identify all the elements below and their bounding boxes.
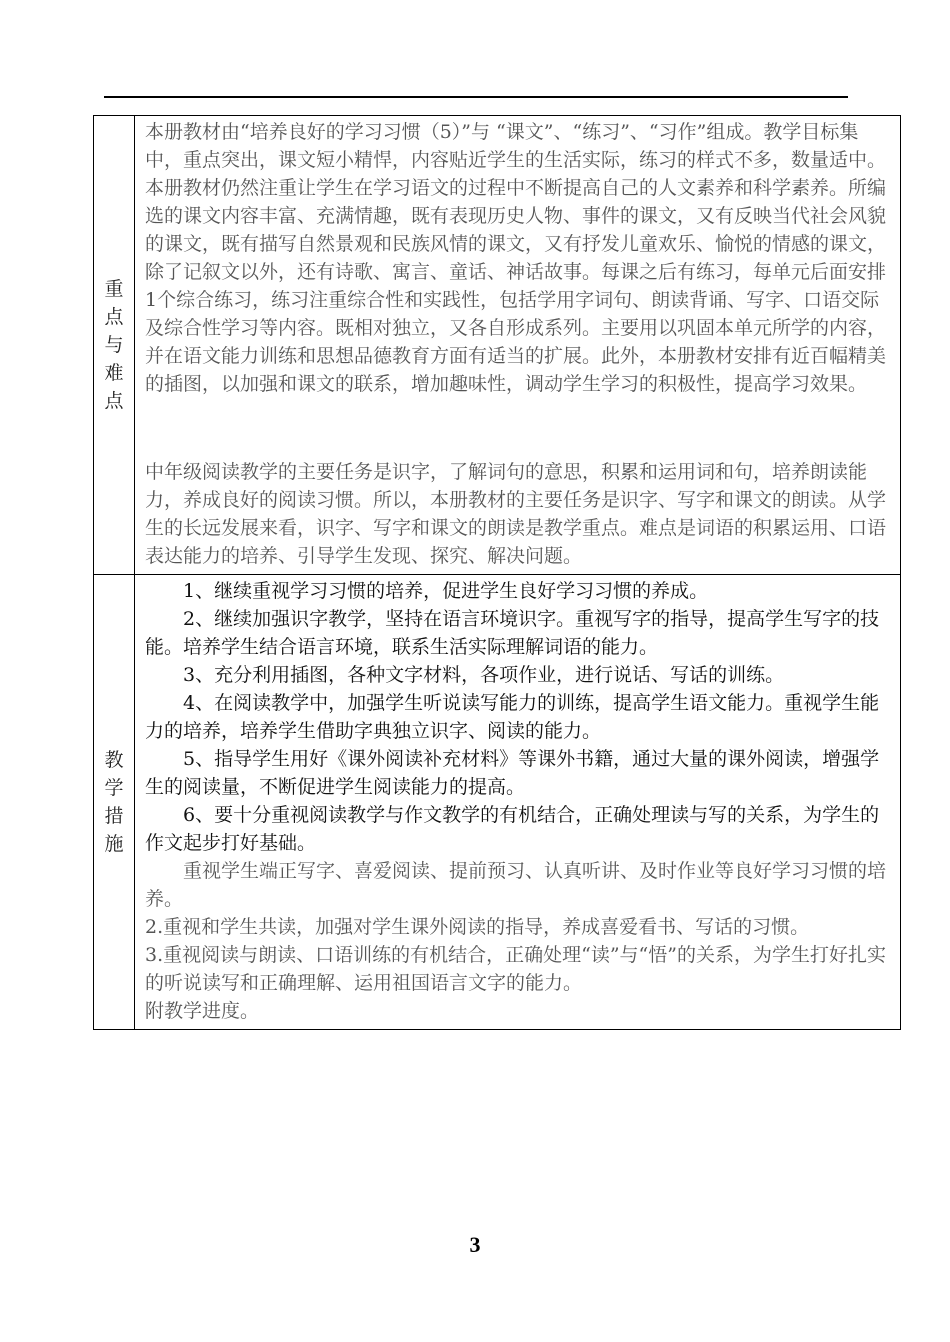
plan-table	[93, 115, 901, 1030]
row-label-key-points: 重 点 与 难 点	[104, 278, 124, 412]
measure-item: 5、指导学生用好《课外阅读补充材料》等课外书籍，通过大量的课外阅读，增强学生的阅读量，不断促进学生阅读能力的提高。	[145, 748, 880, 798]
co-reading-note: 2.重视和学生共读，加强对学生课外阅读的指导，养成喜爱看书、写话的习惯。	[145, 916, 810, 938]
measure-item: 3、充分利用插图，各种文字材料，各项作业，进行说话、写话的训练。	[183, 664, 785, 686]
row-label-measures: 教 学 措 施	[104, 749, 124, 855]
schedule-note: 附教学进度。	[145, 1000, 260, 1022]
reading-speaking-note: 3.重视阅读与朗读、口语训练的有机结合，正确处理“读”与“悟”的关系，为学生打好扎实的听说读写和正确理解、运用祖国语言文字的能力。	[145, 944, 886, 994]
measure-item: 1、继续重视学习习惯的培养，促进学生良好学习习惯的养成。	[183, 580, 709, 602]
reading-focus-paragraph: 中年级阅读教学的主要任务是识字，了解词句的意思，积累和运用词和句，培养朗读能力，养成良好的阅读习惯。所以，本册教材的主要任务是识字、写字和课文的朗读。从学生的长远发展来看，识字、写字和课文的朗读是教学重点。难点是词语的积累运用、口语表达能力的培养、引导学生发现、探究、解决问题。	[145, 461, 887, 567]
page-number: 3	[469, 1232, 481, 1257]
measure-item: 4、在阅读教学中，加强学生听说读写能力的训练，提高学生语文能力。重视学生能力的培养，培养学生借助字典独立识字、阅读的能力。	[145, 692, 880, 742]
measures-content	[135, 575, 900, 1029]
row-label-cell	[94, 116, 135, 574]
row-label-cell	[94, 575, 135, 1029]
textbook-description: 本册教材由“培养良好的学习习惯（5）”与 “课文”、“练习”、“习作”组成。教学目标集中，重点突出，课文短小精悍，内容贴近学生的生活实际，练习的样式不多，数量适中。本册教材仍然注重让学生在学习语文的过程中不断提高自己的人文素养和科学素养。所编选的课文内容丰富、充满情趣，既有表现历史人物、事件的课文，又有反映当代社会风貌的课文，既有描写自然景观和民族风情的课文，又有抒发儿童欢乐、愉悦的情感的课文，除了记叙文以外，还有诗歌、寓言、童话、神话故事。每课之后有练习，每单元后面安排1个综合练习，练习注重综合性和实践性，包括学用字词句、朗读背诵、写字、口语交际及综合性学习等内容。既相对独立，又各自形成系列。主要用以巩固本单元所学的内容，并在语文能力训练和思想品德教育方面有适当的扩展。此外，本册教材安排有近百幅精美的插图，以加强和课文的联系，增加趣味性，调动学生学习的积极性，提高学习效果。	[145, 121, 887, 395]
key-points-content	[135, 116, 900, 574]
table-row-measures	[94, 575, 900, 1029]
measure-item: 2、继续加强识字教学，坚持在语言环境识字。重视写字的指导，提高学生写字的技能。培养学生结合语言环境，联系生活实际理解词语的能力。	[145, 608, 880, 658]
measure-item: 6、要十分重视阅读教学与作文教学的有机结合，正确处理读与写的关系，为学生的作文起步打好基础。	[145, 804, 880, 854]
table-row-key-points	[94, 116, 900, 575]
habit-note: 重视学生端正写字、喜爱阅读、提前预习、认真听讲、及时作业等良好学习习惯的培养。	[145, 860, 887, 910]
header-rule	[104, 96, 848, 98]
